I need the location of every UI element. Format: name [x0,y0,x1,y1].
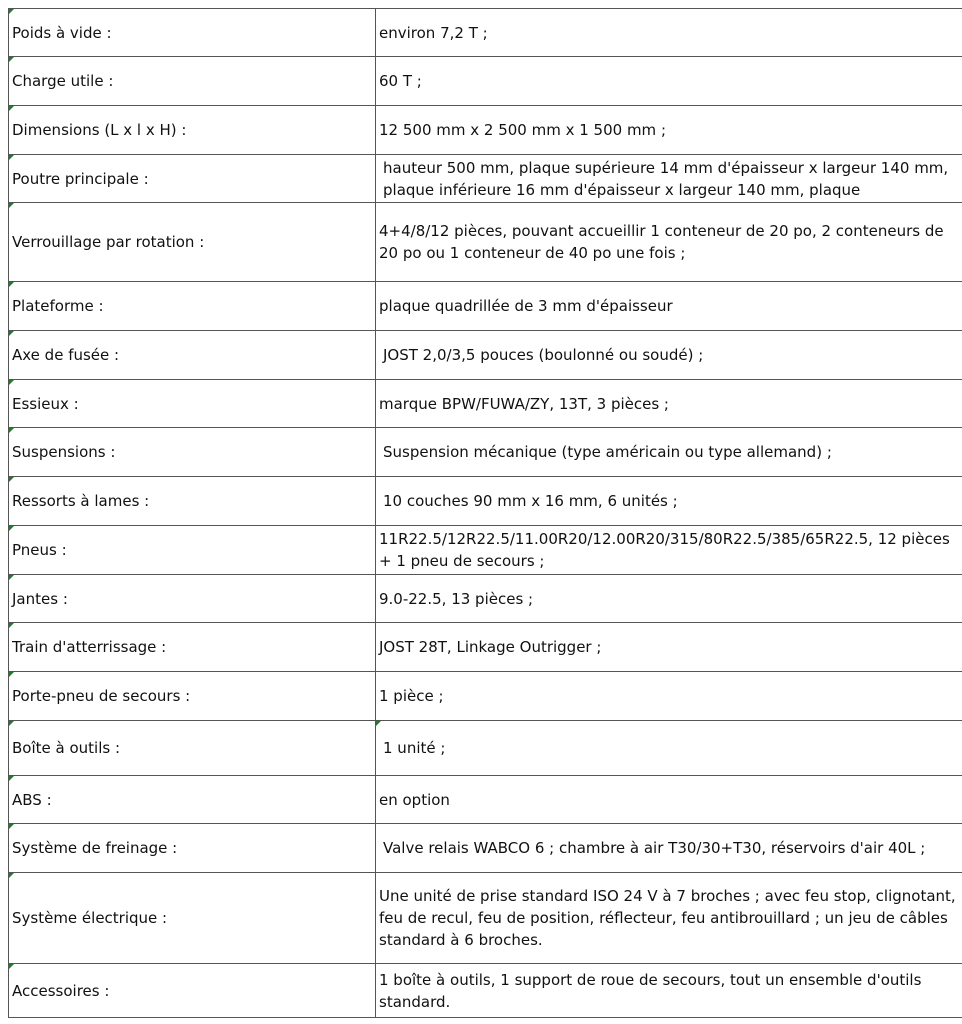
row-label: Train d'atterrissage : [12,638,167,656]
row-value-cell [376,428,962,477]
cell-marker [9,575,14,580]
row-label-cell [9,672,376,721]
cell-marker [376,721,381,726]
row-label: Poids à vide : [12,23,112,42]
cell-marker [9,526,14,531]
row-label-cell [9,575,376,623]
row-label-cell [9,477,376,526]
cell-marker [9,672,14,677]
cell-marker [9,155,14,160]
cell-marker [9,964,14,969]
cell-marker [9,776,14,781]
row-label-cell [9,824,376,873]
row-value-cell [376,873,962,964]
row-value: Valve relais WABCO 6 ; chambre à air T30/30+T30, réservoirs d'air 40L ; [383,839,926,857]
cell-marker [9,824,14,829]
table-row [9,575,962,623]
cell-marker [9,331,14,336]
row-value-cell [376,672,962,721]
row-value: Suspension mécanique (type américain ou type allemand) ; [383,443,832,461]
row-value-cell [376,155,962,203]
row-value-cell [376,380,962,428]
row-label-cell [9,380,376,428]
row-label: Système de freinage : [12,839,178,857]
cell-marker [9,9,14,14]
row-label: Plateforme : [12,297,104,315]
row-label: Jantes : [12,589,68,608]
row-value: 1 boîte à outils, 1 support de roue de secours, tout un ensemble d'outils standard. [379,970,922,1011]
row-value: 60 T ; [379,72,422,90]
row-label: Axe de fusée : [12,346,120,364]
table-row [9,380,962,428]
row-label-cell [9,282,376,331]
row-label-cell [9,331,376,380]
row-value-cell [376,575,962,623]
table-row [9,526,962,575]
table-row [9,282,962,331]
row-value-cell [376,964,962,1018]
row-value: JOST 28T, Linkage Outrigger ; [379,638,602,656]
row-value: 10 couches 90 mm x 16 mm, 6 unités ; [383,492,678,510]
row-label: Verrouillage par rotation : [12,233,205,251]
row-value-cell [376,331,962,380]
row-value-cell [376,824,962,873]
row-label: Boîte à outils : [12,739,121,757]
row-label: Poutre principale : [12,169,149,188]
row-value: Une unité de prise standard ISO 24 V à 7 broches ; avec feu stop, clignotant, feu de recul, feu de position, réflecteur, feu antibrouillard ; un jeu de câbles standard à 6 broches. [379,887,956,949]
row-label: Ressorts à lames : [12,492,150,510]
table-row [9,873,962,964]
row-value-cell [376,282,962,331]
table-row [9,428,962,477]
table-row [9,672,962,721]
table-row [9,721,962,776]
row-label-cell [9,57,376,106]
row-value: 4+4/8/12 pièces, pouvant accueillir 1 conteneur de 20 po, 2 conteneurs de 20 po ou 1 conteneur de 40 po une fois ; [379,222,944,262]
table-row [9,106,962,155]
table-row [9,57,962,106]
row-label-cell [9,776,376,824]
row-value: en option [379,790,450,809]
row-value-cell [376,9,962,57]
spec-table [8,8,962,1018]
row-label-cell [9,428,376,477]
row-label-cell [9,203,376,282]
cell-marker [9,57,14,62]
row-label: Porte-pneu de secours : [12,687,191,705]
cell-marker [9,282,14,287]
cell-marker [9,477,14,482]
table-row [9,824,962,873]
row-label: Charge utile : [12,72,114,90]
row-value: 11R22.5/12R22.5/11.00R20/12.00R20/315/80R22.5/385/65R22.5, 12 pièces + 1 pneu de secours ; [379,530,950,570]
row-value: 12 500 mm x 2 500 mm x 1 500 mm ; [379,121,666,139]
cell-marker [9,380,14,385]
row-value-cell [376,203,962,282]
cell-marker [9,721,14,726]
table-row [9,776,962,824]
table-row [9,155,962,203]
row-value: 9.0-22.5, 13 pièces ; [379,589,534,608]
table-row [9,9,962,57]
row-value: 1 pièce ; [379,687,444,705]
table-row [9,623,962,672]
row-label: Dimensions (L x l x H) : [12,121,187,139]
row-label-cell [9,964,376,1018]
row-label-cell [9,721,376,776]
row-value-cell [376,623,962,672]
row-label: Accessoires : [12,981,110,1000]
row-value-cell [376,57,962,106]
table-row [9,331,962,380]
row-label-cell [9,873,376,964]
row-label-cell [9,9,376,57]
row-label-cell [9,106,376,155]
cell-marker [9,203,14,208]
row-value-cell [376,526,962,575]
cell-marker [9,623,14,628]
row-label-cell [9,155,376,203]
cell-marker [9,428,14,433]
row-value: JOST 2,0/3,5 pouces (boulonné ou soudé) ; [383,346,704,364]
row-value-cell [376,106,962,155]
cell-marker [9,106,14,111]
row-label: Pneus : [12,541,67,559]
row-value-cell [376,477,962,526]
cell-marker [9,873,14,878]
row-label: Suspensions : [12,443,116,461]
row-value: hauteur 500 mm, plaque supérieure 14 mm d'épaisseur x largeur 140 mm, plaque inférieure 16 mm d'épaisseur x largeur 140 mm, plaque [383,158,949,199]
row-value-cell [376,776,962,824]
row-value-cell [376,721,962,776]
row-label: ABS : [12,790,52,809]
row-value: plaque quadrillée de 3 mm d'épaisseur [379,297,673,315]
row-value: environ 7,2 T ; [379,23,488,42]
row-value: 1 unité ; [383,739,446,757]
table-row [9,203,962,282]
row-label: Système électrique : [12,909,168,927]
row-value: marque BPW/FUWA/ZY, 13T, 3 pièces ; [379,394,669,413]
row-label-cell [9,526,376,575]
table-row [9,477,962,526]
table-row [9,964,962,1018]
row-label: Essieux : [12,394,79,413]
row-label-cell [9,623,376,672]
